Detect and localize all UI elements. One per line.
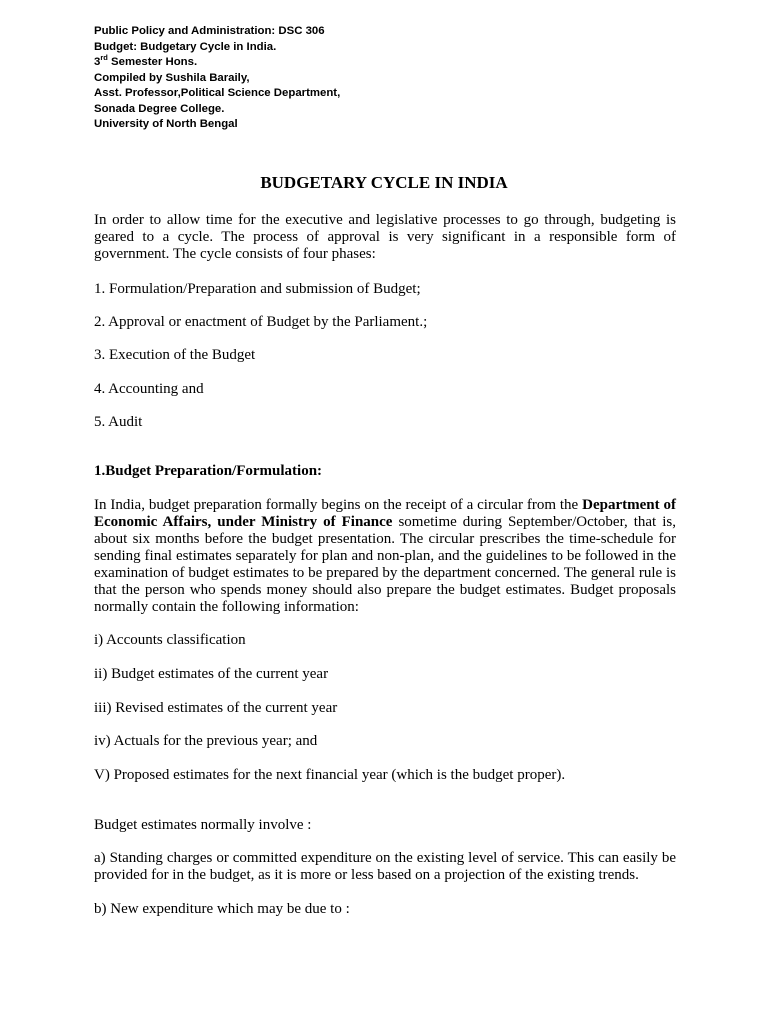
info-item: iv) Actuals for the previous year; and [94, 733, 318, 749]
phase-item: 4. Accounting and [94, 381, 204, 397]
semester-text: Semester Hons. [107, 56, 198, 68]
paragraph-text-end: sometime during September/October, that is, about six months before the budget presentation. The circular prescribes the time-schedule for sending final estimates separately for plan and non-plan, and the guidelines to be followed in the examination of budget estimates to be prepared by the department concerned. The general rule is that the person who spends money should also prepare the budget estimates. Budget proposals normally contain the following information: [94, 514, 676, 615]
intro-paragraph: In order to allow time for the executive and legislative processes to go through, budgeting is geared to a cycle. The process of approval is very significant in a responsible form of government. The cycle consists of four phases: [94, 212, 676, 262]
phase-item: 5. Audit [94, 414, 143, 430]
department-name: Department of Economic Affairs, under Ministry of Finance [94, 497, 676, 530]
info-item: V) Proposed estimates for the next financial year (which is the budget proper). [94, 767, 566, 783]
info-item: iii) Revised estimates of the current year [94, 700, 338, 716]
semester-number: 3 [94, 56, 101, 68]
estimates-intro: Budget estimates normally involve : [94, 817, 312, 833]
phase-item: 3. Execution of the Budget [94, 347, 256, 363]
college-line: Sonada Degree College. [94, 102, 225, 115]
estimate-item-b: b) New expenditure which may be due to : [94, 901, 350, 917]
section-heading: 1.Budget Preparation/Formulation: [94, 463, 323, 479]
designation-line: Asst. Professor,Political Science Department, [94, 87, 341, 99]
phase-item: 1. Formulation/Preparation and submission of Budget; [94, 281, 421, 297]
preparation-paragraph [94, 497, 676, 616]
semester-line [94, 55, 340, 71]
info-item: ii) Budget estimates of the current year [94, 666, 329, 682]
estimate-item-a: a) Standing charges or committed expenditure on the existing level of service. This can easily be provided for in the budget, as it is more or less based on a projection of the existing trends. [94, 850, 676, 883]
semester-ordinal: rd [100, 53, 108, 63]
topic-line: Budget: Budgetary Cycle in India. [94, 40, 277, 53]
phase-item: 2. Approval or enactment of Budget by the Parliament.; [94, 314, 428, 330]
paragraph-text-start: In India, budget preparation formally begins on the receipt of a circular from the [94, 497, 583, 513]
info-item: i) Accounts classification [94, 632, 246, 648]
course-line: Public Policy and Administration: DSC 306 [94, 25, 325, 37]
compiler-line: Compiled by Sushila Baraily, [94, 71, 250, 84]
university-line: University of North Bengal [94, 118, 238, 130]
document-header [94, 24, 340, 133]
document-title: BUDGETARY CYCLE IN INDIA [260, 173, 508, 192]
